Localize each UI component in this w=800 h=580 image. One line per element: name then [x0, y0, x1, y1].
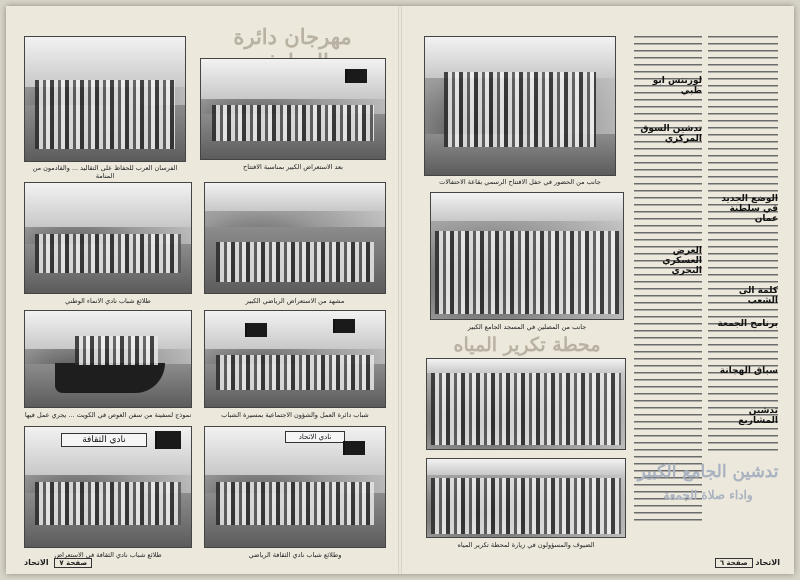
folio-page: صفحة ٧: [54, 558, 92, 568]
left-headline: مهرجان دائرة: [233, 24, 352, 49]
photo-caption: نموذج لسفينة من سفن الغوص في الكويت ... يجري عمل فيها: [24, 411, 192, 419]
subhead: العرض العسكري البحري: [662, 246, 702, 276]
folio-name: الاتحاد: [24, 558, 49, 567]
photo-march-flags: [204, 426, 386, 548]
photo-mosque-crowd: [430, 192, 624, 320]
photo-horsemen: [24, 36, 186, 162]
photo-caption: الضيوف والمسؤولون في زيارة لمحطة تكرير المياه: [457, 541, 595, 549]
photo-officials: [426, 358, 626, 450]
subhead: تدشين المشاريع: [738, 406, 778, 426]
mosque-headline: تدشين الجامع الكبير: [637, 462, 779, 482]
article-column-right: [708, 34, 778, 454]
newspaper-spread: [6, 6, 794, 574]
folio-left: [24, 558, 92, 568]
subhead: برنامج الجمعة: [717, 319, 778, 329]
mosque-subheadline: واداء صلاة الجمعة: [663, 488, 753, 502]
subhead: كلمة الى الشعب: [738, 286, 778, 306]
subhead: الوضع الجديد في سلطنة عمان: [721, 194, 778, 224]
photo-youth-club: [24, 182, 192, 294]
left-page: [20, 14, 390, 566]
photo-caption: جانب من المصلين في المسجد الجامع الكبير: [467, 323, 587, 331]
article-column-middle: [634, 34, 702, 524]
photo-caption: جانب من الحضور في حفل الافتتاح الرسمي بقاعة الاحتفالات: [439, 178, 601, 186]
subhead: سباق الهجانة: [719, 366, 778, 376]
folio-page: صفحة ٦: [715, 558, 753, 568]
water-plant-headline: محطة تكرير المياه: [453, 334, 601, 356]
club-banner: نادي الاتحاد: [285, 431, 345, 443]
folio-name: الاتحاد: [755, 558, 780, 567]
photo-reception-hall: [424, 36, 616, 176]
subhead: لورنتس ابو ظبي: [652, 76, 702, 96]
photo-labour-youth: [204, 310, 386, 408]
folio-right: [712, 558, 780, 568]
club-banner: نادي الثقافة: [61, 433, 147, 447]
photo-caption: مشهد من الاستعراض الرياضي الكبير: [245, 297, 345, 305]
subhead: تدشين السوق المركزي: [640, 124, 702, 144]
photo-dhow-model: [24, 310, 192, 408]
photo-sports-display: [204, 182, 386, 294]
photo-caption: وطلائع شباب نادي الثقافة الرياضي: [248, 551, 342, 559]
photo-caption: طلائع شباب نادي الانماء الوطني: [65, 297, 151, 305]
photo-water-plant-visit: [426, 458, 626, 538]
photo-caption: شباب دائرة العمل والشؤون الاجتماعية بمسيرة الشباب: [221, 411, 369, 419]
photo-culture-club: [24, 426, 192, 548]
photo-caption: بعد الاستعراض الكبير بمناسبة الافتتاح: [243, 163, 343, 171]
photo-caption: الفرسان العرب للحفاظ على التقاليد ... والقادمون من المنامة: [32, 164, 178, 180]
photo-parade-start: [200, 58, 386, 160]
page-gutter: [398, 6, 402, 574]
photo-caption: طلائع شباب نادي الثقافة في الاستعراض: [54, 551, 162, 559]
right-page: [410, 14, 784, 566]
